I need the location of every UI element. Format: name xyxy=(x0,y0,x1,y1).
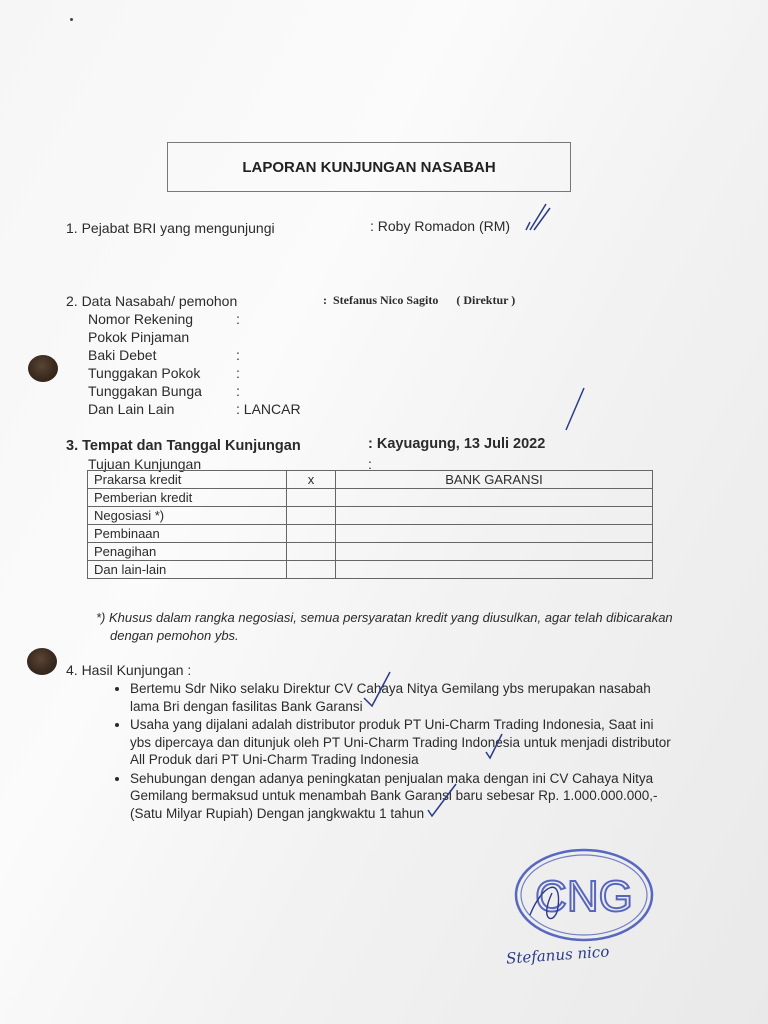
purpose-name: Pembinaan xyxy=(88,525,287,543)
section3-value: : Kayuagung, 13 Juli 2022 xyxy=(368,436,546,452)
section1-value: : Roby Romadon (RM) xyxy=(370,218,511,234)
stamp-text: CNG xyxy=(535,872,633,921)
field-label-baki-debet: Baki Debet xyxy=(88,347,157,363)
table-row xyxy=(88,525,653,543)
purpose-mark xyxy=(287,561,336,579)
page-title: LAPORAN KUNJUNGAN NASABAH xyxy=(167,142,571,192)
field-value-baki-debet: : xyxy=(236,347,240,363)
field-label-tunggakan-pokok: Tunggakan Pokok xyxy=(88,365,201,381)
purpose-note xyxy=(336,507,653,525)
list-item: • Bertemu Sdr Niko selaku Direktur CV Cahaya Nitya Gemilang ybs merupakan nasabah lama Bri dengan fasilitas Bank Garansi xyxy=(130,680,675,715)
field-value-nomor-rekening: : xyxy=(236,311,240,327)
section4-label: 4. Hasil Kunjungan : xyxy=(66,662,192,678)
field-label-nomor-rekening: Nomor Rekening xyxy=(88,311,194,327)
table-row xyxy=(88,489,653,507)
purpose-label: Tujuan Kunjungan xyxy=(88,456,202,472)
purpose-name: Prakarsa kredit xyxy=(88,471,287,489)
check-mark-3-icon xyxy=(480,730,508,762)
table-row xyxy=(88,543,653,561)
speck-mark xyxy=(70,18,73,21)
table-row xyxy=(88,561,653,579)
purpose-mark xyxy=(287,543,336,561)
purpose-name: Pemberian kredit xyxy=(88,489,287,507)
punch-hole-mark-bottom xyxy=(27,648,57,675)
purpose-note xyxy=(336,489,653,507)
table-row xyxy=(88,507,653,525)
purpose-note xyxy=(336,525,653,543)
section2-value: : Stefanus Nico Sagito ( Direktur ) xyxy=(323,293,516,307)
table-row xyxy=(88,471,653,489)
check-mark-4-icon xyxy=(422,780,462,820)
list-item: • Usaha yang dijalani adalah distributor produk PT Uni-Charm Trading Indonesia, Saat ini ybs dipercaya dan ditunjuk oleh PT Uni-Charm Trading Indonesia untuk menjadi distributor All Produk dari PT Uni-Charm Trading Indonesia xyxy=(130,716,675,769)
pen-stroke-icon xyxy=(560,384,590,434)
punch-hole-mark-top xyxy=(28,355,58,382)
purpose-mark xyxy=(287,507,336,525)
purpose-note xyxy=(336,561,653,579)
purpose-colon: : xyxy=(368,456,372,472)
purpose-name: Penagihan xyxy=(88,543,287,561)
field-value-dan-lain-lain: : LANCAR xyxy=(236,401,301,417)
field-value-tunggakan-bunga: : xyxy=(236,383,240,399)
section1-label: 1. Pejabat BRI yang mengunjungi xyxy=(66,220,275,236)
purpose-mark xyxy=(287,525,336,543)
purpose-note xyxy=(336,543,653,561)
section2-label: 2. Data Nasabah/ pemohon xyxy=(66,293,238,309)
purpose-table xyxy=(87,470,653,579)
signature: Stefanus nico xyxy=(505,942,610,968)
field-label-tunggakan-bunga: Tunggakan Bunga xyxy=(88,383,202,399)
field-label-pokok-pinjaman: Pokok Pinjaman xyxy=(88,329,190,345)
check-mark-1-icon xyxy=(520,200,556,236)
field-value-tunggakan-pokok: : xyxy=(236,365,240,381)
field-label-dan-lain-lain: Dan Lain Lain xyxy=(88,401,175,417)
company-stamp xyxy=(512,845,656,945)
purpose-note: BANK GARANSI xyxy=(336,471,653,489)
purpose-mark xyxy=(287,489,336,507)
check-mark-2-icon xyxy=(360,668,400,710)
section3-label: 3. Tempat dan Tanggal Kunjungan xyxy=(66,438,301,454)
purpose-mark: x xyxy=(287,471,336,489)
purpose-name: Negosiasi *) xyxy=(88,507,287,525)
purpose-name: Dan lain-lain xyxy=(88,561,287,579)
footnote-line-1: *) Khusus dalam rangka negosiasi, semua persyaratan kredit yang diusulkan, agar telah dibicarakan xyxy=(96,610,673,625)
list-item: • Sehubungan dengan adanya peningkatan penjualan maka dengan ini CV Cahaya Nitya Gemilang bermaksud untuk menambah Bank Garansi baru sebesar Rp. 1.000.000.000,- (Satu Milyar Rupiah) Dengan jangkwaktu 1 tahun xyxy=(130,770,675,823)
footnote-line-2: dengan pemohon ybs. xyxy=(110,628,239,643)
